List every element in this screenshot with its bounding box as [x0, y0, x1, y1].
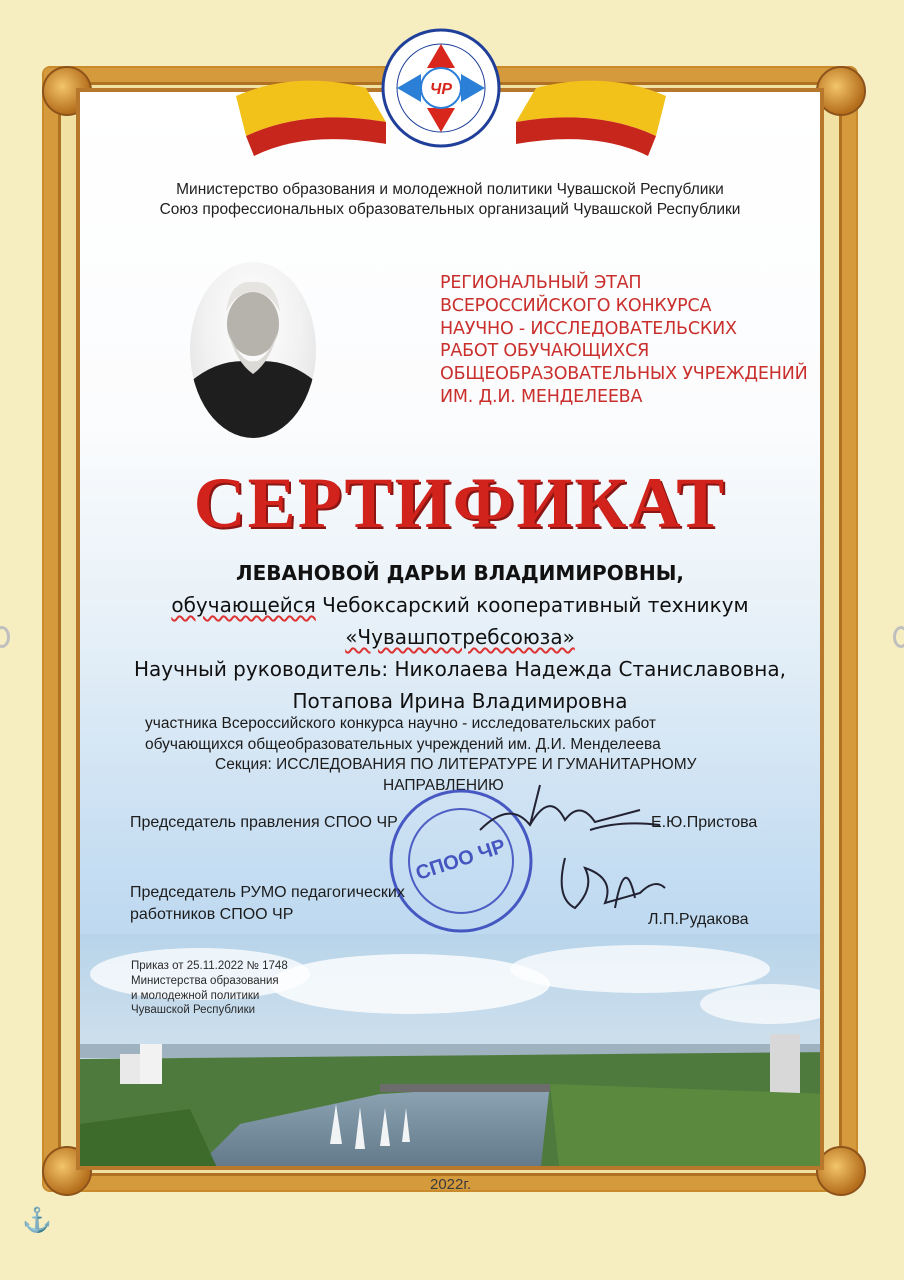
union-line: Союз профессиональных образовательных организаций Чувашской Республики — [159, 201, 741, 218]
section-line-cont: НАПРАВЛЕНИЮ — [383, 776, 504, 794]
participation-line: обучающихся общеобразовательных учреждений им. Д.И. Менделеева — [145, 735, 661, 753]
section-value: ИССЛЕДОВАНИЯ ПО ЛИТЕРАТУРЕ И ГУМАНИТАРНОМУ — [271, 756, 697, 773]
rumo-title-line: Председатель РУМО педагогических — [130, 884, 405, 901]
institution-name: Чебоксарский кооперативный техникум — [315, 593, 749, 617]
anchor-icon: ⚓ — [22, 1207, 52, 1234]
ring-icon — [893, 626, 904, 648]
issuing-organizations — [100, 180, 800, 220]
supervisor-line: Потапова Ирина Владимировна — [292, 689, 628, 713]
supervisor-line: Научный руководитель: Николаева Надежда Станиславовна, — [134, 657, 786, 681]
contest-line: РАБОТ ОБУЧАЮЩИХСЯ — [440, 341, 650, 362]
certificate-year: 2022г. — [430, 1176, 472, 1193]
ministry-line: Министерство образования и молодежной политики Чувашской Республики — [176, 181, 724, 198]
order-line: Приказ от 25.11.2022 № 1748 — [131, 960, 288, 972]
ring-icon — [0, 626, 10, 648]
contest-line: ИМ. Д.И. МЕНДЕЛЕЕВА — [440, 386, 643, 407]
portrait-image — [190, 262, 316, 438]
section-line — [100, 755, 840, 776]
order-reference — [131, 959, 371, 1018]
order-line: Министерства образования — [131, 974, 279, 987]
contest-line: ОБЩЕОБРАЗОВАТЕЛЬНЫХ УЧРЕЖДЕНИЙ — [440, 364, 808, 385]
participation-line: участника Всероссийского конкурса научно - исследовательских работ — [145, 715, 657, 732]
recipient-name: ЛЕВАНОВОЙ ДАРЬИ ВЛАДИМИРОВНЫ, — [235, 561, 685, 585]
order-line: Чувашской Республики — [131, 1004, 256, 1017]
chair-title: Председатель правления СПОО ЧР — [130, 814, 398, 831]
rumo-title-line: работников СПОО ЧР — [130, 906, 294, 923]
certificate-title: СЕРТИФИКАТ — [193, 463, 727, 543]
rumo-name: Л.П.Рудакова — [648, 911, 749, 928]
stamp-text: СПОО ЧР — [413, 835, 509, 885]
recipient-block — [100, 557, 820, 717]
student-word: обучающейся — [171, 593, 316, 617]
institution-name-cont: «Чувашпотребсоюза» — [345, 625, 575, 649]
spoo-emblem-logo — [381, 28, 501, 148]
order-line: и молодежной политики — [131, 989, 260, 1002]
contest-line: РЕГИОНАЛЬНЫЙ ЭТАП — [440, 273, 642, 293]
contest-line: НАУЧНО - ИССЛЕДОВАТЕЛЬСКИХ — [440, 318, 737, 339]
mendeleev-portrait — [190, 262, 316, 438]
recipient-institution — [100, 589, 820, 621]
contest-title — [440, 272, 820, 409]
section-label: Секция: — [215, 756, 272, 773]
chair-name: Е.Ю.Пристова — [651, 814, 758, 831]
contest-line: ВСЕРОССИЙСКОГО КОНКУРСА — [440, 295, 712, 316]
emblem-text: ЧР — [430, 81, 452, 98]
